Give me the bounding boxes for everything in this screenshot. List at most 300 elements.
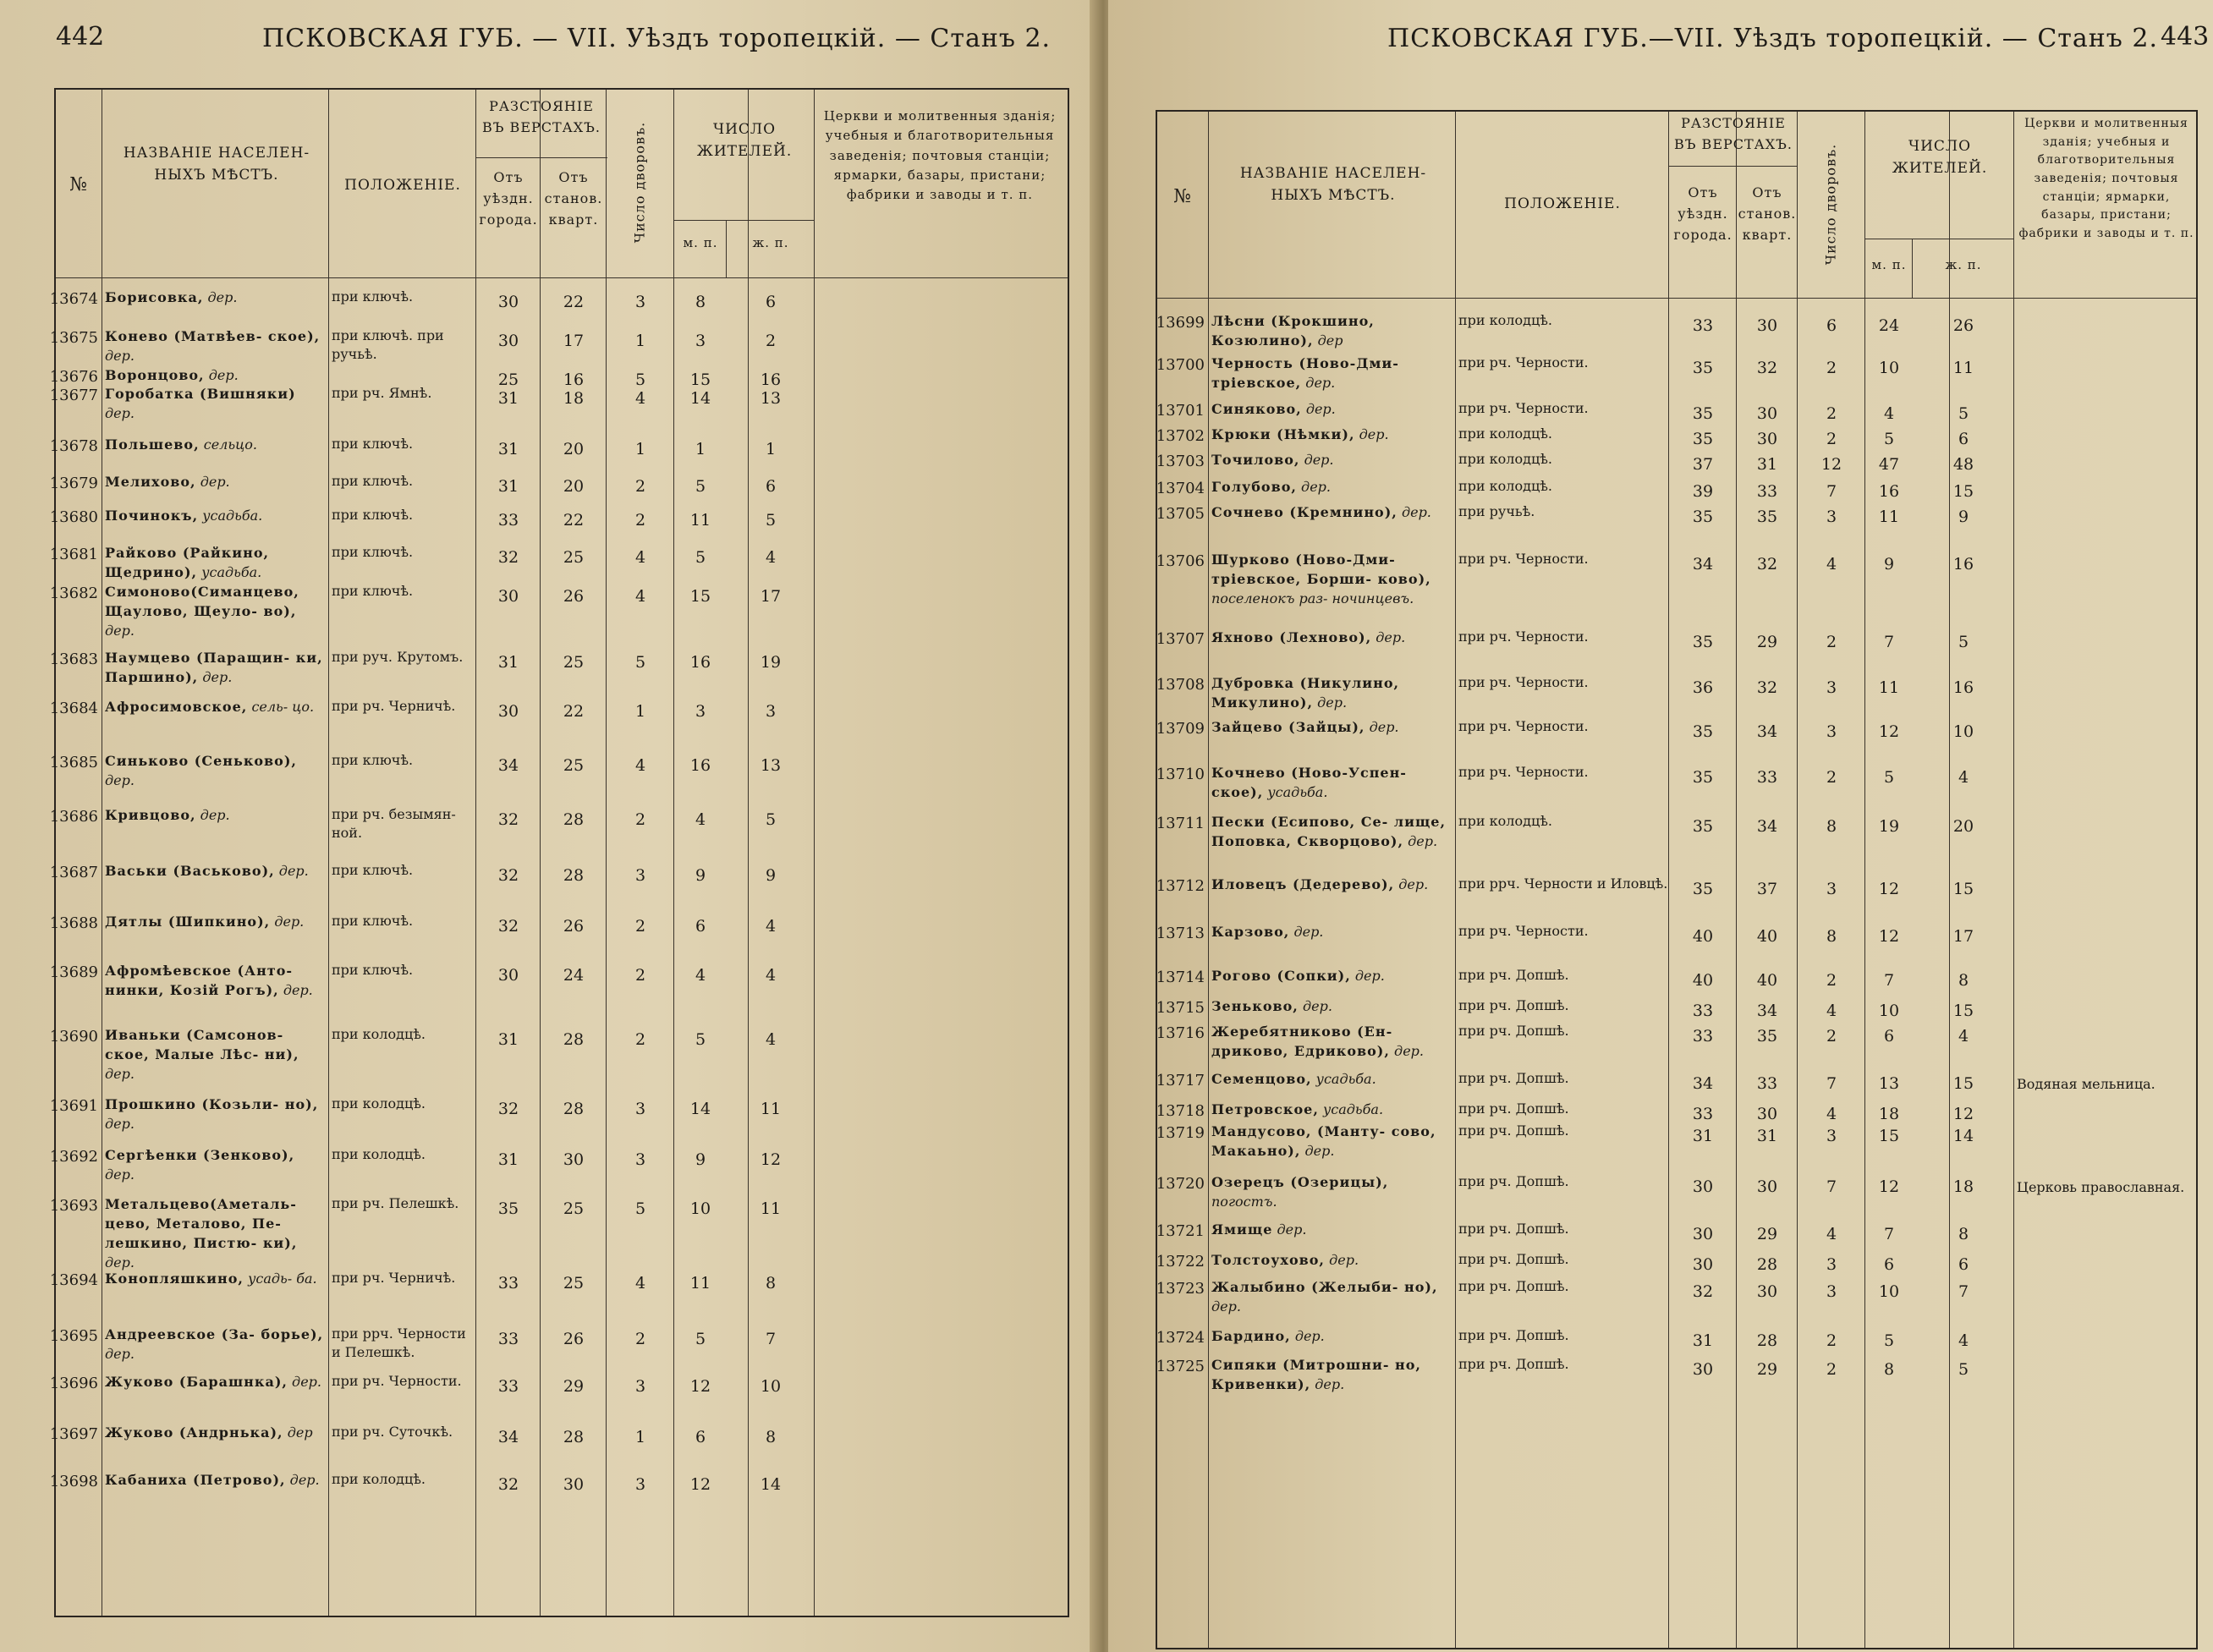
cell-num: 13712: [1156, 877, 1205, 895]
cell-position: при колодцѣ.: [332, 1095, 426, 1111]
cell-households: 1: [634, 440, 646, 458]
place-type: дер.: [1394, 1043, 1424, 1059]
place-name: Сергѣенки (Зенково),: [105, 1147, 295, 1163]
place-name: Наумцево (Паращин- ки, Паршино),: [105, 650, 323, 685]
cell-num: 13718: [1156, 1102, 1205, 1120]
cell-female: 8: [1958, 1225, 1969, 1243]
cell-position: при колодцѣ.: [1458, 451, 1552, 467]
cell-female: 15: [1952, 1002, 1974, 1020]
left-page: [0, 0, 1098, 1652]
cell-male: 12: [689, 1475, 711, 1494]
cell-households: 3: [1826, 508, 1837, 526]
place-type: дер.: [1305, 375, 1336, 391]
cell-position: при рч. Допшѣ.: [1458, 1070, 1569, 1086]
table-row: [49, 961, 1068, 1025]
cell-num: 13694: [49, 1271, 98, 1289]
header-female: ж. п.: [752, 235, 789, 250]
cell-dist-stan: 16: [563, 370, 585, 389]
table-row: [1157, 996, 2196, 1022]
cell-name: [105, 435, 327, 454]
cell-male: 12: [1878, 927, 1900, 946]
cell-households: 6: [1826, 316, 1837, 335]
cell-male: 10: [1878, 1282, 1900, 1301]
cell-female: 15: [1952, 1074, 1974, 1093]
table-row: [49, 327, 1068, 365]
cell-dist-stan: 40: [1756, 971, 1778, 990]
cell-name: [105, 751, 327, 790]
cell-position: при рч. Черности.: [1458, 764, 1589, 780]
cell-dist-stan: 28: [563, 1100, 585, 1118]
cell-dist-stan: 29: [1756, 633, 1778, 651]
cell-name: [105, 472, 327, 491]
cell-households: 2: [634, 1330, 646, 1348]
cell-dist-stan: 29: [563, 1377, 585, 1396]
table-row: [49, 288, 1068, 327]
cell-dist-town: 34: [497, 1428, 519, 1446]
cell-female: 12: [760, 1150, 782, 1169]
cell-dist-town: 33: [497, 1330, 519, 1348]
cell-name: [1211, 1069, 1455, 1089]
cell-dist-stan: 30: [1756, 316, 1778, 335]
cell-households: 2: [634, 1030, 646, 1049]
cell-num: 13693: [49, 1197, 98, 1215]
place-name: Борисовка,: [105, 289, 204, 305]
cell-male: 18: [1878, 1105, 1900, 1123]
cell-position: при рч. Допшѣ.: [1458, 1251, 1569, 1267]
cell-dist-stan: 22: [563, 293, 585, 311]
place-name: Синяково,: [1211, 401, 1302, 417]
place-name: Крюки (Нѣмки),: [1211, 426, 1355, 442]
cell-num: 13691: [49, 1097, 98, 1115]
place-name: Лѣсни (Крокшино, Козюлино),: [1211, 313, 1375, 349]
cell-male: 14: [689, 1100, 711, 1118]
cell-dist-town: 39: [1692, 482, 1714, 501]
place-type: дер.: [1304, 452, 1334, 468]
place-name: Пески (Есипово, Се- лище, Поповка, Скворцово),: [1211, 814, 1447, 849]
place-type: дер: [1317, 332, 1343, 349]
cell-num: 13697: [49, 1425, 98, 1443]
cell-position: при ключѣ. при ручьѣ.: [332, 327, 444, 362]
cell-position: при рч. Допшѣ.: [1458, 1327, 1569, 1343]
header-distance: РАЗСТОЯНІЕ ВЪ ВЕРСТАХЪ.: [482, 98, 601, 135]
cell-households: 7: [1826, 482, 1837, 501]
place-type: дер.: [208, 367, 239, 383]
cell-position: при ручьѣ.: [1458, 503, 1535, 519]
cell-dist-stan: 33: [1756, 768, 1778, 787]
place-name: Конопляшкино,: [105, 1271, 244, 1287]
cell-male: 3: [695, 332, 706, 350]
cell-dist-town: 33: [497, 1274, 519, 1293]
cell-num: 13707: [1156, 630, 1205, 648]
cell-position: при ключѣ.: [332, 436, 414, 452]
header-position: ПОЛОЖЕНІЕ.: [1504, 195, 1621, 212]
cell-households: 4: [1826, 1105, 1837, 1123]
cell-position: при колодцѣ.: [332, 1471, 426, 1487]
cell-name: [105, 1269, 327, 1288]
cell-households: 12: [1820, 455, 1842, 474]
cell-name: [105, 912, 327, 931]
header-distance: РАЗСТОЯНІЕ ВЪ ВЕРСТАХЪ.: [1674, 115, 1793, 152]
cell-dist-town: 34: [1692, 555, 1714, 574]
cell-male: 6: [695, 1428, 706, 1446]
cell-name: [1211, 1355, 1455, 1394]
cell-dist-stan: 30: [563, 1150, 585, 1169]
cell-female: 17: [1952, 927, 1974, 946]
cell-name: [105, 1372, 327, 1391]
cell-households: 5: [634, 1199, 646, 1218]
place-name: Яхново (Лехново),: [1211, 629, 1372, 645]
table-row: [1157, 311, 2196, 354]
left-table: [49, 88, 1069, 1617]
place-type: погостъ.: [1211, 1194, 1277, 1210]
table-row: [49, 1372, 1068, 1423]
cell-name: [1211, 1122, 1455, 1161]
header-no: №: [69, 174, 88, 195]
cell-female: 4: [1958, 1027, 1969, 1046]
table-row: [49, 506, 1068, 543]
table-row: [49, 1470, 1068, 1521]
cell-male: 5: [1883, 768, 1895, 787]
cell-households: 4: [1826, 555, 1837, 574]
place-name: Семенцово,: [1211, 1071, 1312, 1087]
cell-name: [105, 1325, 327, 1364]
cell-dist-stan: 20: [563, 477, 585, 496]
place-name: Андреевское (За- борье),: [105, 1326, 324, 1342]
cell-num: 13700: [1156, 356, 1205, 374]
cell-dist-stan: 22: [563, 511, 585, 530]
place-name: Мелихово,: [105, 474, 196, 490]
place-name: Васьки (Васьково),: [105, 863, 275, 879]
table-row: [1157, 1069, 2196, 1100]
place-type: дер.: [1305, 401, 1336, 417]
place-type: дер: [287, 1424, 313, 1441]
cell-female: 8: [765, 1428, 777, 1446]
header-inhabitants: ЧИСЛО ЖИТЕЛЕЙ.: [1892, 138, 1988, 178]
cell-dist-town: 31: [497, 389, 519, 408]
table-row: [49, 912, 1068, 961]
cell-dist-town: 31: [497, 1150, 519, 1169]
place-name: Симоново(Симанцево, Щаулово, Щеуло- во),: [105, 584, 299, 619]
cell-name: [1211, 996, 1455, 1016]
cell-households: 7: [1826, 1177, 1837, 1196]
cell-male: 10: [689, 1199, 711, 1218]
cell-dist-town: 35: [497, 1199, 519, 1218]
cell-dist-town: 30: [1692, 1255, 1714, 1274]
header-name: НАЗВАНІЕ НАСЕЛЕН- НЫХЪ МѢСТЪ.: [123, 145, 310, 184]
cell-female: 4: [1958, 768, 1969, 787]
table-row: [1157, 717, 2196, 763]
table-row: [1157, 477, 2196, 502]
cell-male: 4: [1883, 404, 1895, 423]
place-name: Рогово (Сопки),: [1211, 968, 1351, 984]
cell-female: 11: [1952, 359, 1974, 377]
cell-households: 3: [634, 293, 646, 311]
cell-position: при рч. Черности.: [1458, 718, 1589, 734]
cell-dist-stan: 30: [1756, 1105, 1778, 1123]
cell-name: [1211, 477, 1455, 497]
cell-position: при рч. Допшѣ.: [1458, 1173, 1569, 1189]
cell-dist-town: 35: [1692, 722, 1714, 741]
place-type: сельцо.: [203, 436, 257, 453]
cell-dist-stan: 32: [1756, 359, 1778, 377]
cell-num: 13675: [49, 329, 98, 347]
cell-female: 17: [760, 587, 782, 606]
place-type: дер.: [1354, 968, 1385, 984]
cell-position: при рч. Черничѣ.: [332, 1270, 456, 1286]
cell-households: 3: [634, 1100, 646, 1118]
cell-dist-stan: 34: [1756, 722, 1778, 741]
place-name: Петровское,: [1211, 1101, 1319, 1117]
place-name: Голубово,: [1211, 479, 1297, 495]
cell-households: 2: [1826, 768, 1837, 787]
cell-households: 4: [634, 756, 646, 775]
cell-dist-town: 32: [497, 810, 519, 829]
cell-name: [105, 288, 327, 307]
cell-dist-town: 30: [497, 702, 519, 721]
cell-name: [1211, 922, 1455, 941]
place-name: Кабаниха (Петрово),: [105, 1472, 286, 1488]
cell-female: 6: [765, 293, 777, 311]
cell-dist-stan: 30: [1756, 1177, 1778, 1196]
table-row: [1157, 1172, 2196, 1220]
cell-position: при рч. Допшѣ.: [1458, 1278, 1569, 1294]
cell-female: 4: [765, 966, 777, 985]
cell-position: при ключѣ.: [332, 544, 414, 560]
cell-male: 9: [1883, 555, 1895, 574]
cell-position: при колодцѣ.: [332, 1026, 426, 1042]
cell-dist-stan: 31: [1756, 1127, 1778, 1145]
table-row: [1157, 550, 2196, 628]
cell-num: 13717: [1156, 1072, 1205, 1089]
cell-dist-town: 31: [497, 653, 519, 672]
table-row: [1157, 1122, 2196, 1172]
cell-dist-town: 35: [1692, 880, 1714, 898]
cell-households: 3: [634, 1150, 646, 1169]
place-name: Прошкино (Козьли- но),: [105, 1096, 319, 1112]
cell-num: 13709: [1156, 720, 1205, 738]
cell-dist-town: 33: [497, 511, 519, 530]
place-name: Толстоухово,: [1211, 1252, 1325, 1268]
cell-num: 13721: [1156, 1222, 1205, 1240]
cell-dist-town: 33: [1692, 1105, 1714, 1123]
place-name: Воронцово,: [105, 367, 205, 383]
cell-female: 16: [760, 370, 782, 389]
cell-dist-town: 32: [497, 1475, 519, 1494]
cell-households: 3: [634, 1475, 646, 1494]
place-name: Точилово,: [1211, 452, 1300, 468]
cell-position: при рч. Допшѣ.: [1458, 1100, 1569, 1117]
cell-male: 16: [689, 756, 711, 775]
cell-female: 5: [1958, 633, 1969, 651]
cell-name: [105, 961, 327, 1000]
header-notes: Церкви и молитвенныя зданія; учебныя и благотворительныя заведенія; почтовыя станціи; ярмарки, базары, пристани; фабрики и заводы и т. п.: [823, 108, 1057, 202]
cell-position: при колодцѣ.: [1458, 425, 1552, 442]
table-row: [49, 472, 1068, 506]
cell-name: [1211, 425, 1455, 444]
place-type: дер.: [105, 405, 135, 421]
cell-dist-town: 31: [1692, 1127, 1714, 1145]
cell-female: 5: [765, 810, 777, 829]
cell-households: 5: [634, 370, 646, 389]
table-row: [1157, 425, 2196, 450]
cell-position: при рч. Пелешкѣ.: [332, 1195, 459, 1211]
header-inhabitants: ЧИСЛО ЖИТЕЛЕЙ.: [696, 121, 793, 161]
cell-num: 13720: [1156, 1175, 1205, 1193]
place-name: Конево (Матвѣев- ское),: [105, 328, 321, 344]
place-type: дер.: [292, 1374, 321, 1390]
cell-position: при рч. Черности.: [332, 1373, 462, 1389]
table-row: [1157, 1355, 2196, 1406]
cell-households: 3: [1826, 678, 1837, 697]
cell-position: при рч. Черности.: [1458, 923, 1589, 939]
cell-male: 11: [689, 1274, 711, 1293]
place-name: Мандусово, (Манту- сово, Макаьно),: [1211, 1123, 1436, 1159]
cell-note: Церковь православная.: [2017, 1179, 2185, 1195]
cell-male: 15: [689, 370, 711, 389]
cell-dist-stan: 29: [1756, 1360, 1778, 1379]
place-name: Кривцово,: [105, 807, 196, 823]
cell-name: [105, 1423, 327, 1442]
cell-position: при ключѣ.: [332, 862, 414, 878]
header-dist-town: Отъ уѣздн. города.: [1673, 184, 1733, 243]
cell-female: 5: [1958, 1360, 1969, 1379]
header-households: Число дворовъ.: [631, 121, 648, 244]
cell-male: 9: [695, 1150, 706, 1169]
cell-num: 13677: [49, 387, 98, 404]
place-type: дер.: [1401, 504, 1431, 520]
cell-dist-stan: 22: [563, 702, 585, 721]
place-type: дер.: [105, 772, 135, 788]
cell-households: 3: [634, 866, 646, 885]
cell-num: 13714: [1156, 969, 1205, 986]
cell-female: 8: [765, 1274, 777, 1293]
cell-female: 8: [1958, 971, 1969, 990]
cell-dist-stan: 32: [1756, 678, 1778, 697]
cell-dist-stan: 17: [563, 332, 585, 350]
place-name: Синьково (Сеньково),: [105, 753, 297, 769]
cell-male: 5: [695, 548, 706, 567]
cell-num: 13688: [49, 914, 98, 932]
table-row: [49, 543, 1068, 582]
cell-female: 2: [765, 332, 777, 350]
cell-name: [105, 327, 327, 365]
cell-dist-town: 30: [497, 332, 519, 350]
header-male: м. п.: [683, 235, 718, 250]
cell-female: 5: [765, 511, 777, 530]
cell-dist-town: 35: [1692, 508, 1714, 526]
cell-num: 13685: [49, 754, 98, 771]
cell-households: 1: [634, 332, 646, 350]
cell-dist-town: 30: [1692, 1225, 1714, 1243]
cell-households: 1: [634, 1428, 646, 1446]
place-type: дер.: [278, 863, 309, 879]
cell-name: [105, 1194, 327, 1272]
cell-dist-town: 25: [497, 370, 519, 389]
cell-dist-town: 37: [1692, 455, 1714, 474]
place-type: дер.: [1211, 1298, 1241, 1314]
cell-name: [1211, 354, 1455, 392]
cell-name: [105, 365, 327, 385]
cell-households: 8: [1826, 927, 1837, 946]
cell-name: [105, 582, 327, 640]
cell-male: 5: [695, 1330, 706, 1348]
right-page-number: 443: [2161, 22, 2210, 52]
cell-households: 2: [1826, 430, 1837, 448]
cell-households: 4: [1826, 1225, 1837, 1243]
cell-male: 47: [1878, 455, 1900, 474]
cell-dist-stan: 25: [563, 1274, 585, 1293]
cell-num: 13680: [49, 508, 98, 526]
cell-dist-town: 31: [497, 440, 519, 458]
cell-dist-stan: 25: [563, 1199, 585, 1218]
cell-dist-stan: 30: [1756, 1282, 1778, 1301]
cell-female: 4: [1958, 1331, 1969, 1350]
cell-male: 5: [1883, 1331, 1895, 1350]
cell-position: при колодцѣ.: [1458, 813, 1552, 829]
cell-dist-stan: 26: [563, 1330, 585, 1348]
cell-dist-town: 31: [1692, 1331, 1714, 1350]
cell-dist-town: 30: [1692, 1360, 1714, 1379]
cell-num: 13676: [49, 368, 98, 386]
cell-households: 4: [634, 548, 646, 567]
cell-name: [1211, 1326, 1455, 1346]
place-type: дер.: [1293, 924, 1324, 940]
place-name: Бардино,: [1211, 1328, 1291, 1344]
cell-male: 16: [689, 653, 711, 672]
cell-households: 2: [634, 810, 646, 829]
header-dist-town: Отъ уѣздн. города.: [479, 169, 538, 228]
place-type: дер.: [1304, 1143, 1335, 1159]
place-type: усадьба.: [202, 508, 263, 524]
table-row: [1157, 1277, 2196, 1326]
cell-female: 16: [1952, 555, 1974, 574]
cell-households: 1: [634, 702, 646, 721]
header-male: м. п.: [1871, 257, 1907, 272]
place-type: дер.: [105, 623, 135, 639]
cell-female: 15: [1952, 880, 1974, 898]
cell-households: 4: [634, 389, 646, 408]
cell-male: 12: [689, 1377, 711, 1396]
table-row: [1157, 502, 2196, 550]
cell-male: 11: [689, 511, 711, 530]
place-type: дер.: [289, 1472, 320, 1488]
cell-dist-stan: 18: [563, 389, 585, 408]
cell-num: 13679: [49, 475, 98, 492]
cell-dist-town: 30: [497, 966, 519, 985]
cell-num: 13705: [1156, 505, 1205, 523]
cell-dist-town: 36: [1692, 678, 1714, 697]
cell-position: при колодцѣ.: [1458, 312, 1552, 328]
cell-dist-town: 35: [1692, 430, 1714, 448]
cell-female: 18: [1952, 1177, 1974, 1196]
cell-male: 11: [1878, 508, 1900, 526]
table-row: [1157, 450, 2196, 477]
place-type: дер.: [274, 914, 305, 930]
place-name: Зеньково,: [1211, 998, 1299, 1014]
place-type: дер.: [1315, 1376, 1345, 1392]
cell-dist-town: 33: [497, 1377, 519, 1396]
cell-dist-stan: 25: [563, 653, 585, 672]
cell-male: 15: [1878, 1127, 1900, 1145]
table-row: [49, 1194, 1068, 1271]
place-type: сель- цо.: [251, 699, 315, 715]
table-row: [1157, 354, 2196, 399]
table-row: [1157, 1220, 2196, 1250]
cell-position: при рч. Черности.: [1458, 551, 1589, 567]
cell-households: 3: [634, 1377, 646, 1396]
header-no: №: [1173, 186, 1192, 207]
cell-name: [1211, 673, 1455, 712]
